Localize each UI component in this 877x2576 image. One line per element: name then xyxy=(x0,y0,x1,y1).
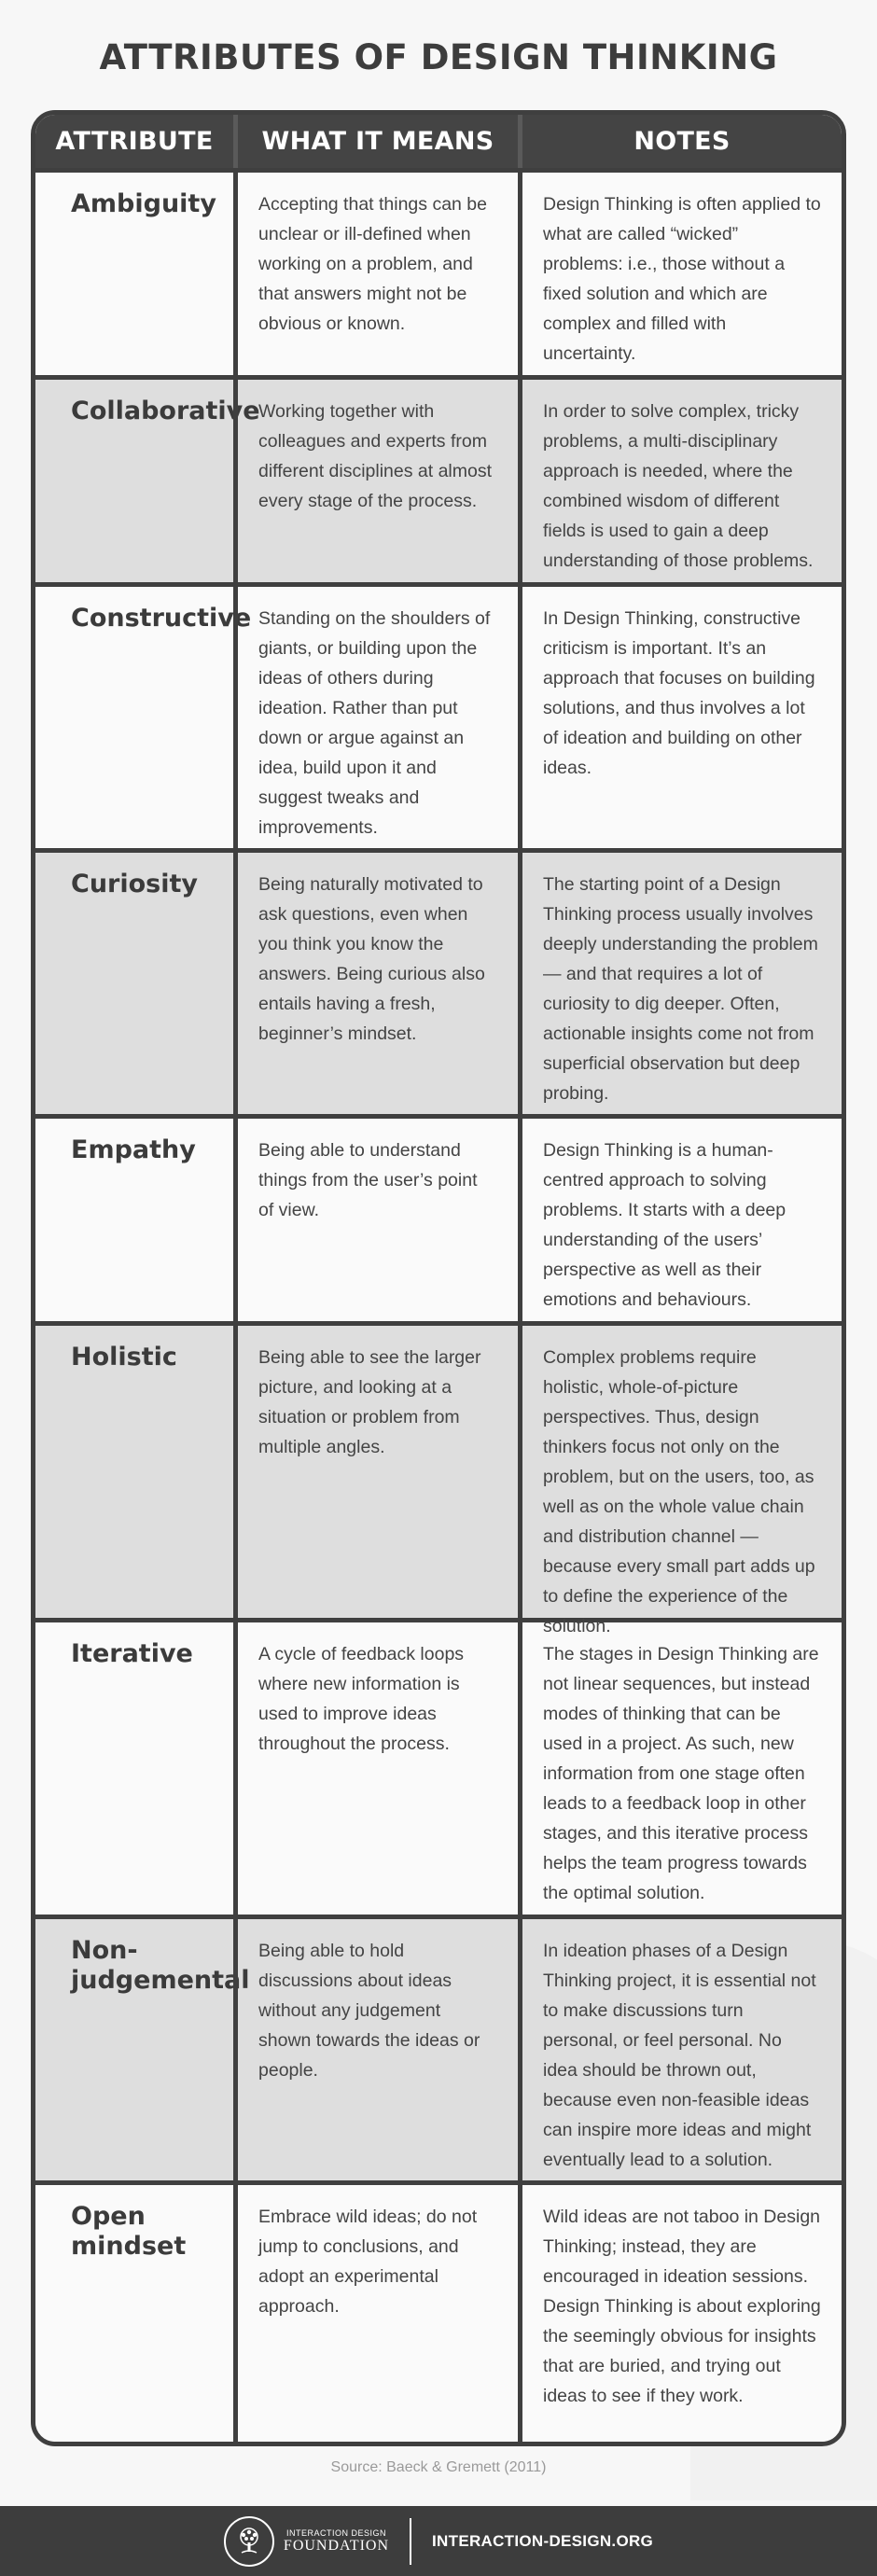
attribute-notes: In order to solve complex, tricky problems, a multi-disciplinary approach is needed, where the combined wisdom of different fields is used to gain a deep understanding of those problems. xyxy=(543,401,814,571)
tree-logo-icon xyxy=(224,2516,274,2567)
table-row xyxy=(35,1919,842,2185)
page-title: ATTRIBUTES OF DESIGN THINKING xyxy=(99,37,778,77)
table-row xyxy=(35,1622,842,1919)
attribute-meaning: Standing on the shoulders of giants, or building upon the ideas of others during ideation. Rather than put down or argue against an idea, build upon it and suggest tweaks and improvements. xyxy=(258,608,491,838)
attribute-meaning: Being able to hold discussions about ideas without any judgement shown towards the ideas or people. xyxy=(258,1941,480,2081)
attribute-notes: Complex problems require holistic, whole-of-picture perspectives. Thus, design thinkers focus not only on the problem, but on the users, too, as well as on the whole value chain and distribution channel — because every small part adds up to define the experience of the solution. xyxy=(543,1347,815,1636)
attribute-meaning: Embrace wild ideas; do not jump to conclusions, and adopt an experimental approach. xyxy=(258,2207,478,2317)
attribute-notes: Design Thinking is a human-centred approach to solving problems. It starts with a deep understanding of the users’ perspective as well as their emotions and behaviours. xyxy=(543,1140,787,1310)
attribute-name: Open mindset xyxy=(71,2202,187,2261)
attribute-name: Holistic xyxy=(71,1343,177,1372)
attribute-meaning: Accepting that things can be unclear or ill-defined when working on a problem, and that answers might not be obvious or known. xyxy=(258,194,487,334)
header-notes: NOTES xyxy=(518,115,842,168)
attribute-name: Collaborative xyxy=(71,397,260,425)
header-what-it-means: WHAT IT MEANS xyxy=(233,115,518,168)
attribute-meaning: Working together with colleagues and experts from different disciplines at almost every stage of the process. xyxy=(258,401,493,511)
header-attribute: ATTRIBUTE xyxy=(55,127,214,156)
footer-divider xyxy=(410,2518,411,2565)
attribute-name: Ambiguity xyxy=(71,189,216,218)
attribute-notes: In Design Thinking, constructive criticism is important. It’s an approach that focuses on building solutions, and thus involves a lot of ideation and building on other ideas. xyxy=(543,608,815,778)
attribute-meaning: Being able to understand things from the user’s point of view. xyxy=(258,1140,478,1220)
attribute-meaning: A cycle of feedback loops where new information is used to improve ideas throughout the process. xyxy=(258,1644,465,1754)
table-row xyxy=(35,2185,842,2446)
attributes-table xyxy=(31,110,846,2446)
attribute-name: Non-judgemental xyxy=(71,1936,250,1995)
table-header xyxy=(35,115,842,173)
attribute-notes: The stages in Design Thinking are not linear sequences, but instead modes of thinking that can be used in a project. As such, new information from one stage often leads to a feedback loop in other stages, and this iterative process helps the team progress towards the optimal solution. xyxy=(543,1644,819,1903)
attribute-notes: Wild ideas are not taboo in Design Thinking; instead, they are encouraged in ideation sessions. Design Thinking is about exploring the seemingly obvious for insights that are buried, and trying out ideas to see if they work. xyxy=(543,2207,821,2406)
source-citation: Source: Baeck & Gremett (2011) xyxy=(330,2459,547,2475)
logo-small-text: INTERACTION DESIGN xyxy=(285,2527,386,2538)
logo-text xyxy=(284,2528,389,2555)
table-row xyxy=(35,587,842,853)
attribute-name: Empathy xyxy=(71,1135,196,1164)
table-row xyxy=(35,173,842,380)
attribute-name: Iterative xyxy=(71,1639,193,1668)
table-row xyxy=(35,853,842,1119)
attribute-notes: The starting point of a Design Thinking process usually involves deeply understanding the problem — and that requires a lot of curiosity to dig deeper. Often, actionable insights come not from superficial observation but deep probing. xyxy=(543,874,818,1104)
footer-url-link[interactable]: INTERACTION-DESIGN.ORG xyxy=(432,2531,654,2550)
footer xyxy=(0,2506,877,2576)
attribute-meaning: Being able to see the larger picture, and looking at a situation or problem from multiple angles. xyxy=(258,1347,481,1457)
attribute-name: Constructive xyxy=(71,604,252,633)
attribute-notes: Design Thinking is often applied to what are called “wicked” problems: i.e., those without a fixed solution and which are complex and filled with uncertainty. xyxy=(543,194,821,364)
table-row xyxy=(35,1326,842,1636)
table-row xyxy=(35,380,842,587)
attribute-name: Curiosity xyxy=(71,870,198,898)
attribute-notes: In ideation phases of a Design Thinking project, it is essential not to make discussions turn personal, or feel personal. No idea should be thrown out, because even non-feasible ideas can inspire more ideas and might eventually lead to a solution. xyxy=(543,1941,816,2170)
attribute-meaning: Being naturally motivated to ask questions, even when you think you know the answers. Being curious also entails having a fresh, beginner’s mindset. xyxy=(258,874,485,1044)
table-row xyxy=(35,1119,842,1326)
logo-big-text: FOUNDATION xyxy=(283,2537,390,2554)
